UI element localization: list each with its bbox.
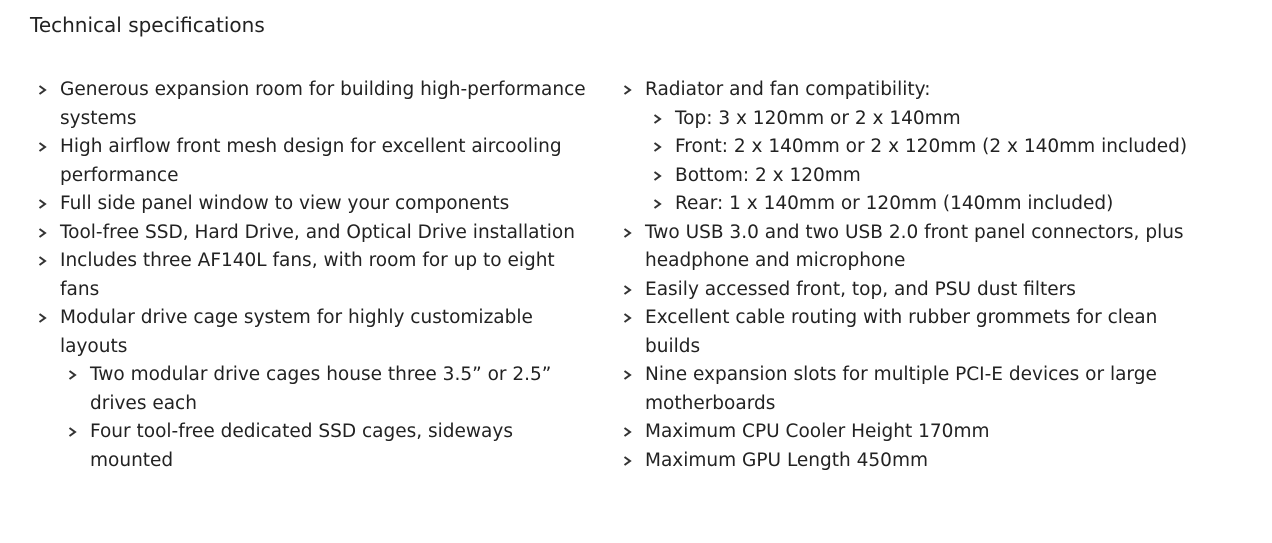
spec-item-text: Generous expansion room for building high-performance systems — [60, 79, 586, 129]
spec-subitem — [645, 105, 1215, 134]
spec-item — [615, 418, 1215, 447]
spec-subitem — [60, 418, 590, 475]
section-title: Technical specifications — [30, 13, 265, 37]
chevron-right-icon — [38, 304, 52, 333]
chevron-right-icon — [623, 219, 637, 248]
chevron-right-icon — [653, 190, 667, 219]
spec-item — [30, 304, 590, 475]
spec-subitem-text: Rear: 1 x 140mm or 120mm (140mm included) — [675, 193, 1114, 214]
chevron-right-icon — [653, 162, 667, 191]
spec-item — [615, 447, 1215, 476]
spec-item-text: Maximum CPU Cooler Height 170mm — [645, 421, 990, 442]
spec-item — [30, 133, 590, 190]
chevron-right-icon — [38, 219, 52, 248]
spec-list-left — [30, 76, 590, 475]
spec-subitem — [60, 361, 590, 418]
spec-item-text: Includes three AF140L fans, with room for up to eight fans — [60, 250, 555, 300]
spec-item-text: Two USB 3.0 and two USB 2.0 front panel connectors, plus headphone and microphone — [645, 221, 1184, 271]
chevron-right-icon — [623, 447, 637, 476]
chevron-right-icon — [38, 76, 52, 105]
chevron-right-icon — [653, 133, 667, 162]
spec-subitem — [645, 133, 1215, 162]
spec-item — [615, 276, 1215, 305]
spec-item-text: Full side panel window to view your components — [60, 193, 510, 214]
chevron-right-icon — [38, 133, 52, 162]
chevron-right-icon — [68, 418, 82, 447]
spec-item — [30, 190, 590, 219]
chevron-right-icon — [623, 276, 637, 305]
spec-item — [615, 76, 1215, 219]
spec-item — [615, 304, 1215, 361]
chevron-right-icon — [623, 304, 637, 333]
chevron-right-icon — [623, 418, 637, 447]
spec-item-text: Modular drive cage system for highly customizable layouts — [60, 307, 533, 357]
spec-item-text: Easily accessed front, top, and PSU dust filters — [645, 278, 1076, 300]
chevron-right-icon — [623, 361, 637, 390]
spec-item-text: High airflow front mesh design for excellent aircooling performance — [60, 136, 562, 186]
spec-subitem-text: Top: 3 x 120mm or 2 x 140mm — [675, 107, 961, 129]
spec-item-text: Tool-free SSD, Hard Drive, and Optical Drive installation — [60, 221, 575, 243]
spec-item — [30, 247, 590, 304]
spec-sublist — [645, 105, 1215, 219]
chevron-right-icon — [38, 190, 52, 219]
spec-subitem — [645, 190, 1215, 219]
chevron-right-icon — [623, 76, 637, 105]
chevron-right-icon — [68, 361, 82, 390]
spec-item — [30, 219, 590, 248]
spec-item — [30, 76, 590, 133]
spec-item — [615, 219, 1215, 276]
spec-subitem-text: Bottom: 2 x 120mm — [675, 164, 861, 186]
chevron-right-icon — [38, 247, 52, 276]
spec-list-right — [615, 76, 1215, 475]
spec-item-text: Maximum GPU Length 450mm — [645, 449, 928, 471]
spec-subitem-text: Four tool-free dedicated SSD cages, sideways mounted — [90, 421, 513, 471]
spec-item — [615, 361, 1215, 418]
spec-subitem-text: Two modular drive cages house three 3.5” or 2.5” drives each — [90, 364, 552, 414]
spec-sublist — [60, 361, 590, 475]
spec-item-text: Excellent cable routing with rubber grommets for clean builds — [645, 307, 1158, 357]
spec-item-text: Nine expansion slots for multiple PCI-E devices or large motherboards — [645, 364, 1157, 414]
spec-item-text: Radiator and fan compatibility: — [645, 79, 931, 100]
chevron-right-icon — [653, 105, 667, 134]
spec-subitem — [645, 162, 1215, 191]
spec-subitem-text: Front: 2 x 140mm or 2 x 120mm (2 x 140mm included) — [675, 136, 1188, 157]
